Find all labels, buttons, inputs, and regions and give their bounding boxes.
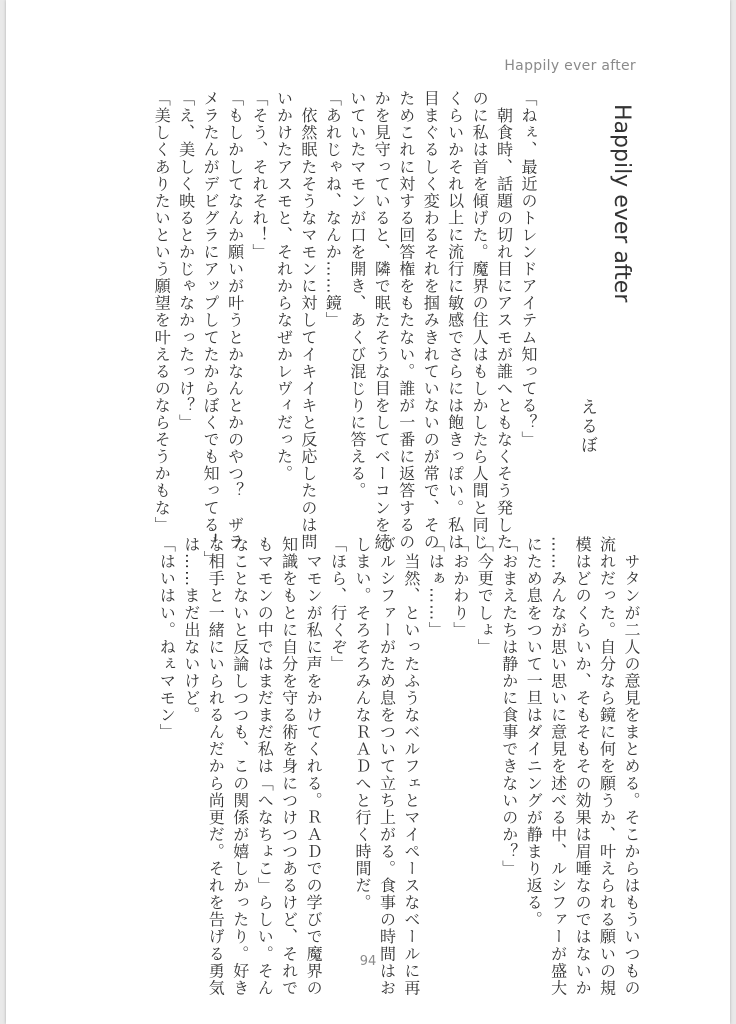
text-line: 当然、といったふうなベルフェとマイペースなベールに再 — [401, 536, 421, 997]
text-line: 朝食時、話題の切れ目にアスモが誰へともなくそう発した — [494, 90, 514, 551]
text-line: びルシファーがため息をついて立ち上がる。食事の時間はお — [377, 536, 397, 997]
text-line: 「もしかしてなんか願いが叶うとかなんとかのやつ？ ザラ — [225, 90, 245, 551]
text-line: いていたマモンが口を開き、あくび混じりに答える。 — [347, 90, 367, 500]
text-line: 目まぐるしく変わるそれを掴みきれていないのが常で、その — [421, 90, 441, 551]
text-line: にため息をついて一旦はダイニングが静まり返る。 — [524, 536, 544, 929]
story-title: Happily ever after — [609, 104, 634, 303]
text-line: 「美しくありたいという願望を叶えるのならそうかもな」 — [152, 90, 172, 534]
body-text-upper — [149, 90, 540, 568]
text-line: なことないと反論しつつも、この関係が嬉しかったり。好き — [230, 536, 250, 997]
text-line: 「あれじゃね、なんか……鏡」 — [323, 90, 343, 329]
text-line: 「そう、それそれ！」 — [250, 90, 270, 261]
text-line: 流れだった。自分なら鏡に何を願うか、叶えられる願いの規 — [597, 536, 617, 997]
text-line: 「ねぇ、最近のトレンドアイテム知ってる？」 — [519, 90, 538, 449]
text-line: 「え、美しく映るとかじゃなかったっけ？」 — [176, 90, 196, 431]
text-line: しまい。そろそろみんなＲＡＤへと行く時間だ。 — [353, 536, 373, 912]
text-line: 「今更でしょ」 — [475, 536, 495, 656]
text-line: 模はどのくらいか、そもそもその効果は眉唾なのではないか — [573, 536, 593, 997]
text-line: マモンが私に声をかけてくれる。ＲＡＤでの学びで魔界の — [304, 536, 324, 997]
text-line: もマモンの中ではまだまだ私は「へなちょこ」らしい。そん — [255, 536, 275, 997]
text-line: くらいかそれ以上に流行に敏感でさらには飽きっぽい。私は — [445, 90, 465, 551]
text-line: 「ほら、行くぞ」 — [328, 536, 348, 673]
running-head: Happily ever after — [504, 58, 636, 74]
text-line: 「はぁ……」 — [426, 536, 446, 639]
text-line: サタンが二人の意見をまとめる。そこからはもういつもの — [622, 536, 641, 997]
text-line: のに私は首を傾げた。魔界の住人はもしかしたら人間と同じ — [470, 90, 490, 551]
book-page — [6, 0, 730, 1024]
text-line: 「おかわり」 — [450, 536, 470, 639]
text-line: 「おまえたちは静かに食事できないのか？」 — [499, 536, 519, 877]
text-line: は……まだ出ないけど。 — [181, 536, 201, 724]
page-number: 94 — [359, 954, 377, 969]
text-line: 依然眠たそうなマモンに対してイキイキと反応したのは問 — [298, 90, 318, 551]
text-line: ……みんなが思い思いに意見を述べる中、ルシファーが盛大 — [548, 536, 568, 997]
author-name: えるぼ — [577, 398, 597, 455]
text-line: メラたんがデビグラにアップしてたからぼくでも知ってる！」 — [201, 90, 221, 568]
text-line: かを見守っていると、隣で眠たそうな目をしてベーコンを続 — [372, 90, 392, 551]
text-line: 「はいはい。ねぇマモン」 — [157, 536, 177, 741]
text-line: いかけたアスモと、それからなぜかレヴィだった。 — [274, 90, 294, 483]
text-line: な相手と一緒にいられるんだから尚更だ。それを告げる勇気 — [206, 536, 226, 997]
text-line: ためこれに対する回答権をもたない。誰が一番に返答するの — [396, 90, 416, 551]
text-line: 知識をもとに自分を守る術を身につけつつあるけど、それで — [279, 536, 299, 997]
